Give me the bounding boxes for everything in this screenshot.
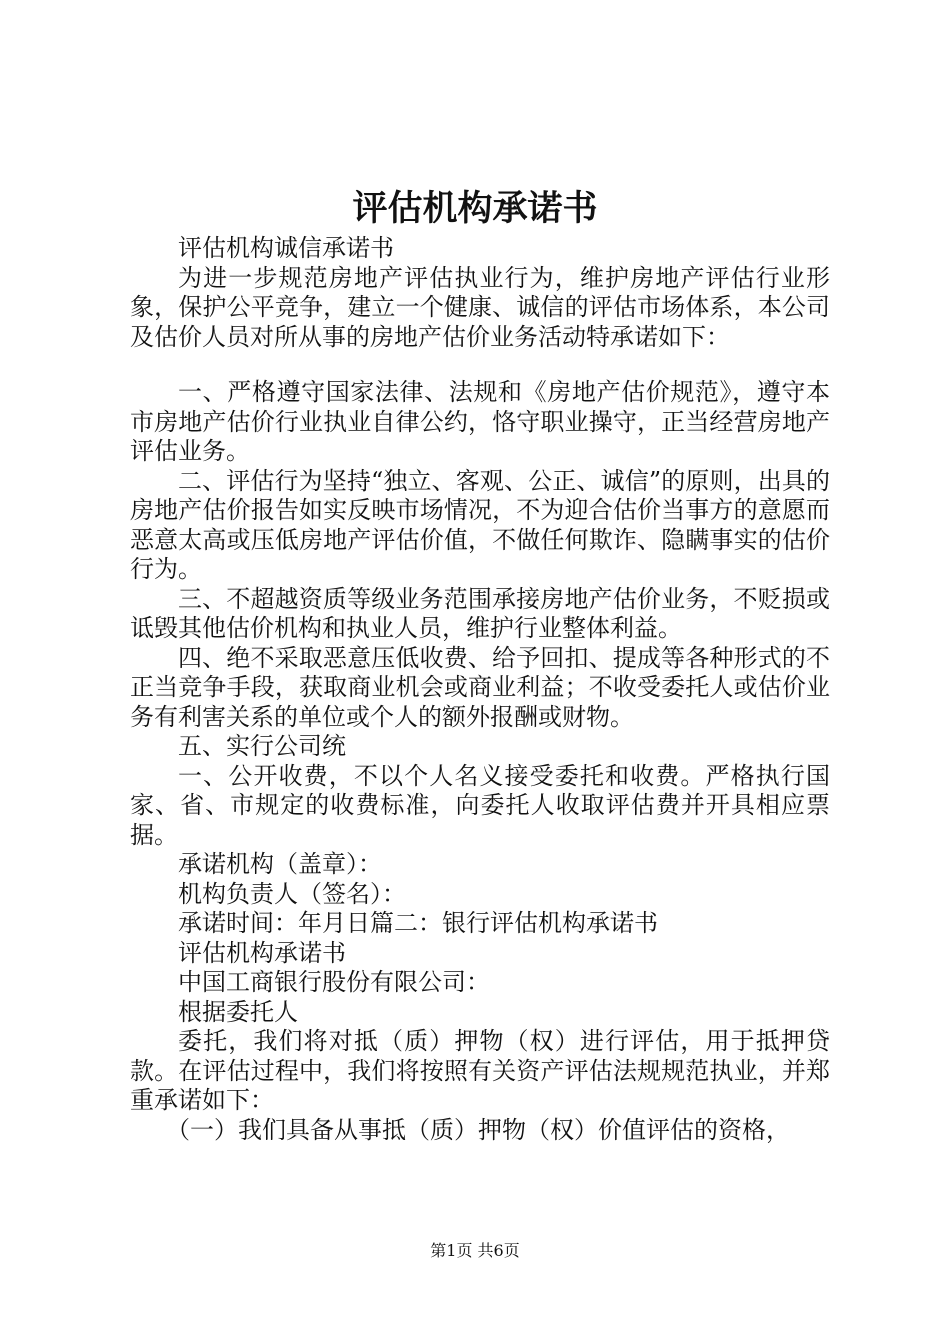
paragraph-item-5: 五、实行公司统 [178, 732, 346, 760]
page-title: 评估机构承诺书 [352, 188, 598, 229]
paragraph-subtitle: 评估机构诚信承诺书 [178, 234, 394, 262]
paragraph-item-3: 三、不超越资质等级业务范围承接房地产估价业务，不贬损或诋毁其他估价机构和执业人员，维护行业整体利益。 [130, 584, 830, 642]
paragraph-intro: 为进一步规范房地产评估执业行为，维护房地产评估行业形象，保护公平竞争，建立一个健康、诚信的评估市场体系，本公司及估价人员对所从事的房地产估价业务活动特承诺如下： [130, 263, 830, 351]
document-body [130, 234, 830, 1145]
paragraph-pledge-1: （一）我们具备从事抵（质）押物（权）价值评估的资格， [166, 1115, 790, 1144]
paragraph-item-1: 一、严格遵守国家法律、法规和《房地产估价规范》，遵守本市房地产估价行业执业自律公约，恪守职业操守，正当经营房地产评估业务。 [130, 378, 830, 465]
paragraph-date-line: 承诺时间：年月日篇二：银行评估机构承诺书 [178, 909, 658, 937]
paragraph-item-2: 二、评估行为坚持“独立、客观、公正、诚信”的原则，出具的房地产估价报告如实反映市场情况，不为迎合估价当事方的意愿而恶意太高或压低房地产评估价值，不做任何欺诈、隐瞒事实的估价行为。 [130, 466, 830, 583]
page-number: 第1页 共6页 [430, 1241, 520, 1260]
paragraph-seal-line: 承诺机构（盖章）： [178, 850, 382, 878]
paragraph-addressee: 中国工商银行股份有限公司： [178, 968, 490, 996]
paragraph-commission: 委托，我们将对抵（质）押物（权）进行评估，用于抵押贷款。在评估过程中，我们将按照有关资产评估法规规范执业，并郑重承诺如下： [130, 1027, 830, 1114]
paragraph-client: 根据委托人 [178, 997, 298, 1026]
paragraph-fee-rule: 一、公开收费，不以个人名义接受委托和收费。严格执行国家、省、市规定的收费标准，向委托人收取评估费并开具相应票据。 [130, 761, 830, 849]
paragraph-signature-line: 机构负责人（签名）： [178, 879, 406, 908]
paragraph-item-4: 四、绝不采取恶意压低收费、给予回扣、提成等各种形式的不正当竞争手段，获取商业机会或商业利益；不收受委托人或估价业务有利害关系的单位或个人的额外报酬或财物。 [130, 643, 830, 731]
paragraph-section-title: 评估机构承诺书 [178, 938, 346, 967]
